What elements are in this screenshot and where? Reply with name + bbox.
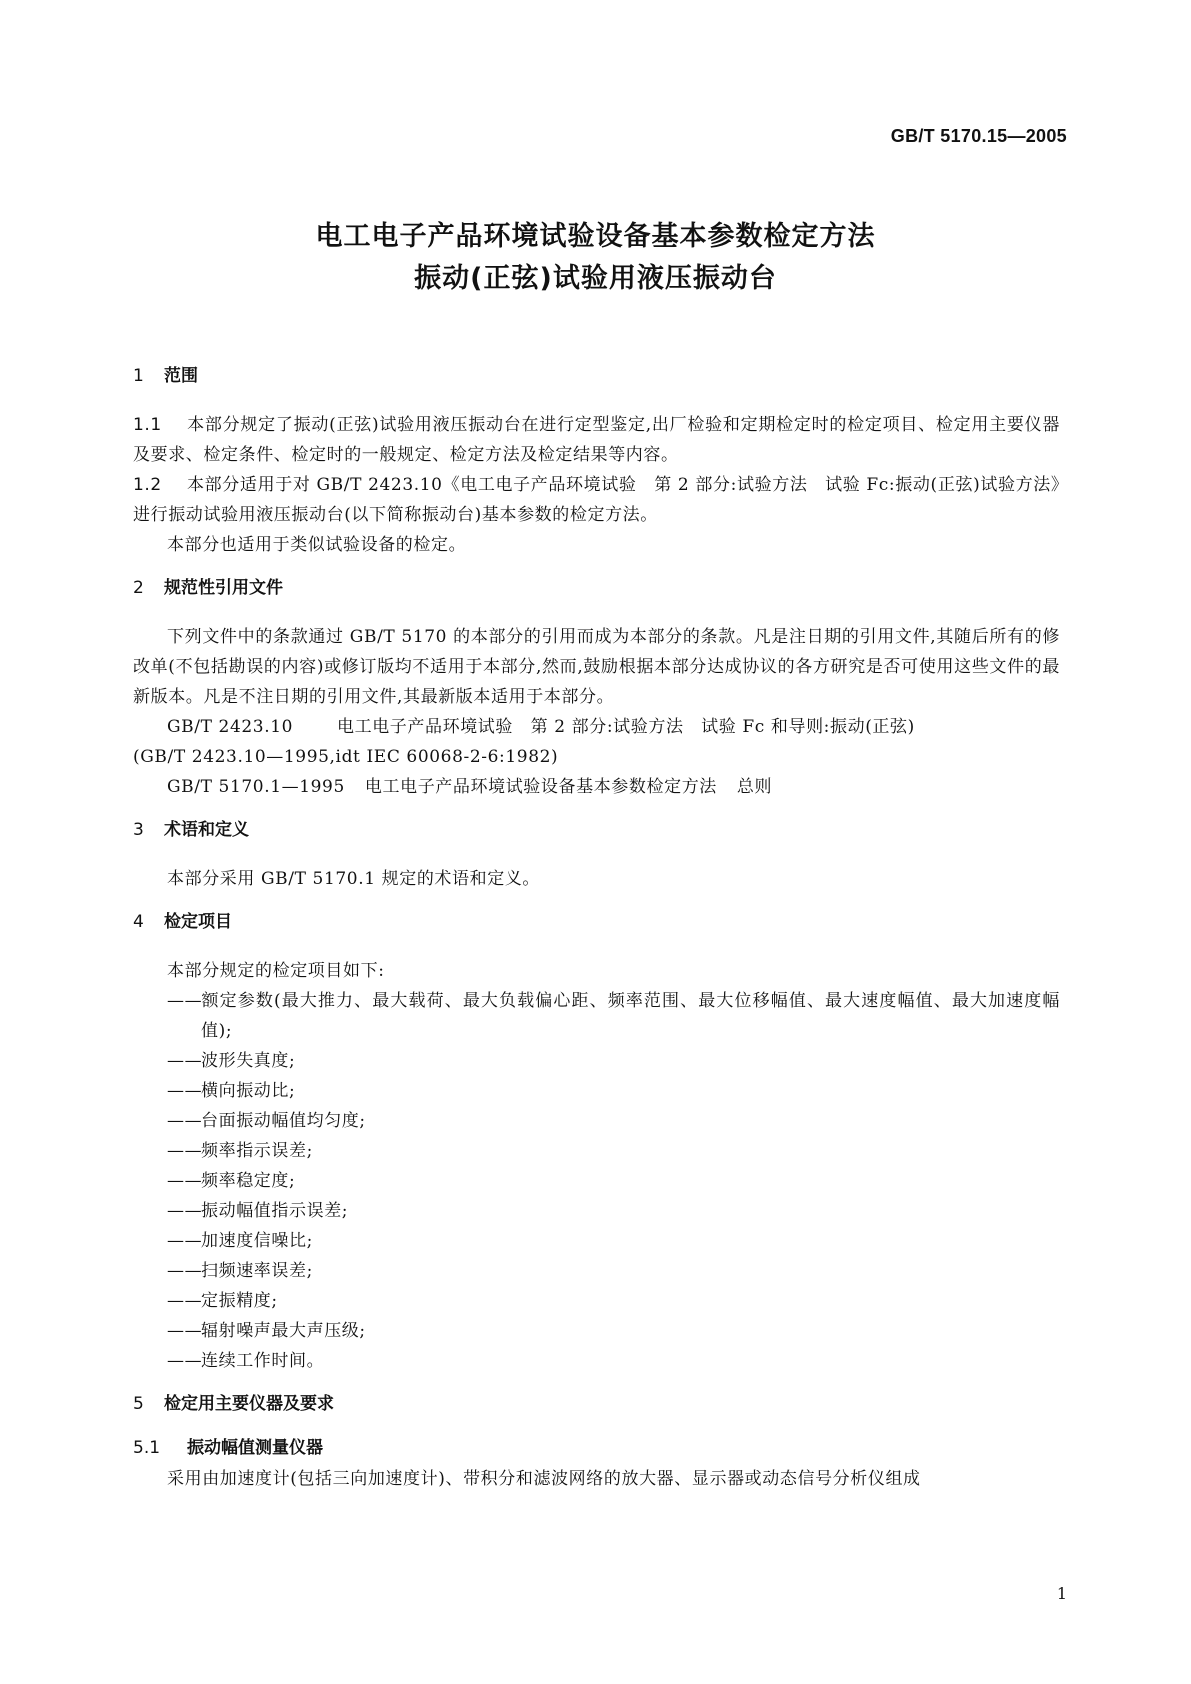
clause-number: 1.1 — [133, 415, 162, 435]
clause-1-1 — [133, 410, 1060, 470]
reference-2 — [133, 772, 1060, 802]
standard-number: GB/T 5170.15—2005 — [890, 126, 1067, 146]
verification-item-text: 横向振动比; — [201, 1081, 296, 1101]
list-dash: —— — [167, 1141, 203, 1161]
list-dash: —— — [167, 1351, 203, 1371]
document-title-line1: 电工电子产品环境试验设备基本参数检定方法 — [315, 221, 876, 252]
document-title-line2: 振动(正弦)试验用液压振动台 — [414, 263, 777, 294]
section-title: 规范性引用文件 — [164, 578, 283, 598]
verification-item — [133, 1046, 1060, 1076]
list-dash: —— — [167, 991, 203, 1011]
section-number: 3 — [133, 820, 144, 840]
clause-text: 本部分规定了振动(正弦)试验用液压振动台在进行定型鉴定,出厂检验和定期检定时的检定项目、检定用主要仪器及要求、检定条件、检定时的一般规定、检定方法及检定结果等内容。 — [133, 415, 1060, 465]
section-number: 5 — [133, 1394, 144, 1414]
subsection-5-1-heading — [133, 1438, 1060, 1458]
verification-item — [133, 1256, 1060, 1286]
verification-item-text: 加速度信噪比; — [201, 1231, 313, 1251]
verification-item-text: 频率指示误差; — [201, 1141, 313, 1161]
verification-items-list — [133, 986, 1060, 1376]
list-dash: —— — [167, 1051, 203, 1071]
reference-title: 电工电子产品环境试验设备基本参数检定方法 — [364, 777, 717, 797]
clause-text: 本部分适用于对 GB/T 2423.10《电工电子产品环境试验 第 2 部分:试验方法 试验 Fc:振动(正弦)试验方法》进行振动试验用液压振动台(以下简称振动台)基本参数的检定方法。 — [133, 475, 1060, 525]
reference-code: GB/T 5170.1—1995 — [167, 777, 345, 797]
clause-1-2-extra: 本部分也适用于类似试验设备的检定。 — [167, 535, 467, 555]
clause-number: 1.2 — [133, 475, 162, 495]
clause-1-2 — [133, 470, 1060, 530]
verification-item-text: 辐射噪声最大声压级; — [201, 1321, 366, 1341]
verification-item — [133, 1226, 1060, 1256]
section-title: 检定项目 — [164, 912, 232, 932]
subsection-title: 振动幅值测量仪器 — [187, 1438, 323, 1458]
verification-item — [133, 1166, 1060, 1196]
section-1-heading — [133, 366, 1060, 386]
verification-item-text: 定振精度; — [201, 1291, 278, 1311]
verification-item — [133, 1136, 1060, 1166]
terms-definitions-text: 本部分采用 GB/T 5170.1 规定的术语和定义。 — [167, 869, 541, 889]
normative-references-intro: 下列文件中的条款通过 GB/T 5170 的本部分的引用而成为本部分的条款。凡是注日期的引用文件,其随后所有的修改单(不包括勘误的内容)或修订版均不适用于本部分,然而,鼓励根据本部分达成协议的各方研究是否可使用这些文件的最新版本。凡是不注日期的引用文件,其最新版本适用于本部分。 — [133, 627, 1060, 707]
reference-1-note: (GB/T 2423.10—1995,idt IEC 60068-2-6:1982) — [133, 747, 559, 767]
section-number: 2 — [133, 578, 144, 598]
reference-title: 电工电子产品环境试验 第 2 部分:试验方法 试验 Fc 和导则:振动(正弦) — [337, 717, 915, 737]
list-dash: —— — [167, 1171, 203, 1191]
verification-item — [133, 1196, 1060, 1226]
verification-item — [133, 1346, 1060, 1376]
section-title: 范围 — [164, 366, 198, 386]
list-dash: —— — [167, 1321, 203, 1341]
section-title: 检定用主要仪器及要求 — [164, 1394, 334, 1414]
section-3-heading — [133, 820, 1060, 840]
verification-item-text: 台面振动幅值均匀度; — [201, 1111, 366, 1131]
section-number: 1 — [133, 366, 144, 386]
section-title: 术语和定义 — [164, 820, 249, 840]
section-2-heading — [133, 578, 1060, 598]
reference-code: GB/T 2423.10 — [167, 717, 294, 737]
list-dash: —— — [167, 1081, 203, 1101]
list-dash: —— — [167, 1231, 203, 1251]
verification-item — [133, 1316, 1060, 1346]
section-4-heading — [133, 912, 1060, 932]
verification-item — [133, 986, 1060, 1046]
reference-part: 总则 — [736, 777, 773, 797]
verification-item-text: 扫频速率误差; — [201, 1261, 313, 1281]
section-number: 4 — [133, 912, 144, 932]
verification-item-text: 波形失真度; — [201, 1051, 296, 1071]
verification-item — [133, 1286, 1060, 1316]
verification-item — [133, 1076, 1060, 1106]
reference-1 — [133, 712, 1060, 742]
list-dash: —— — [167, 1201, 203, 1221]
document-body — [133, 366, 1060, 1494]
subsection-number: 5.1 — [133, 1438, 161, 1458]
verification-item — [133, 1106, 1060, 1136]
page-number: 1 — [1056, 1584, 1067, 1603]
subsection-5-1-text: 采用由加速度计(包括三向加速度计)、带积分和滤波网络的放大器、显示器或动态信号分析仪组成 — [167, 1469, 921, 1489]
verification-item-text: 额定参数(最大推力、最大载荷、最大负载偏心距、频率范围、最大位移幅值、最大速度幅值、最大加速度幅值); — [201, 991, 1060, 1041]
list-dash: —— — [167, 1111, 203, 1131]
verification-item-text: 振动幅值指示误差; — [201, 1201, 349, 1221]
verification-items-intro: 本部分规定的检定项目如下: — [167, 961, 385, 981]
list-dash: —— — [167, 1291, 203, 1311]
verification-item-text: 连续工作时间。 — [201, 1351, 325, 1371]
list-dash: —— — [167, 1261, 203, 1281]
verification-item-text: 频率稳定度; — [201, 1171, 296, 1191]
section-5-heading — [133, 1394, 1060, 1414]
